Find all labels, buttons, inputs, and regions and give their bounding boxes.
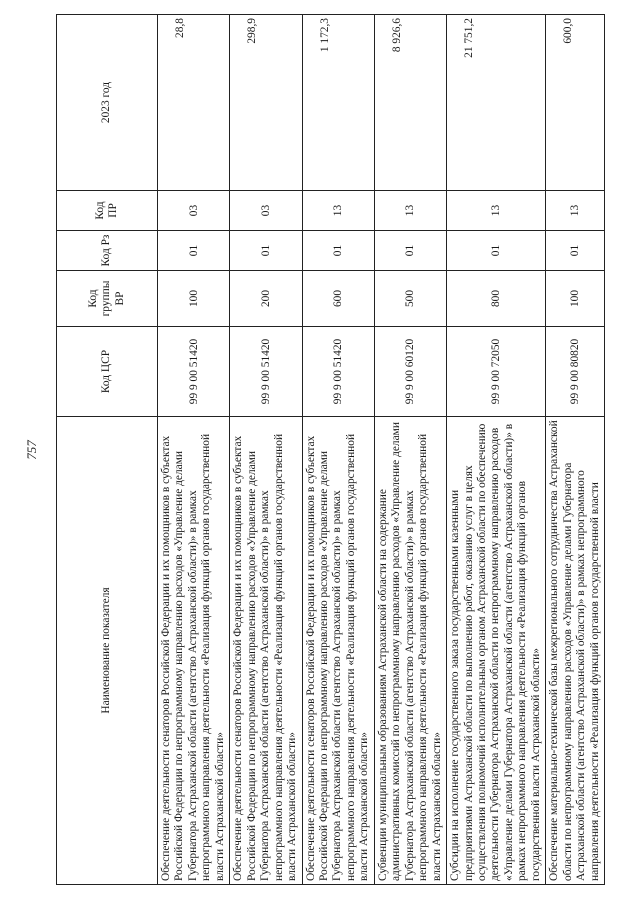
row-csr: 99 9 00 72050 (447, 327, 546, 417)
row-rz: 01 (302, 231, 374, 271)
budget-table (56, 14, 605, 885)
row-vr: 100 (158, 271, 230, 327)
row-pr: 03 (230, 191, 302, 231)
row-amount: 8 926,6 (374, 15, 446, 191)
header-vr: Код группы ВР (57, 271, 158, 327)
row-amount: 21 751,2 (447, 15, 546, 191)
row-vr: 600 (302, 271, 374, 327)
header-csr: Код ЦСР (57, 327, 158, 417)
row-amount: 1 172,3 (302, 15, 374, 191)
row-pr: 13 (302, 191, 374, 231)
table-header-row (57, 15, 158, 885)
row-amount: 298,9 (230, 15, 302, 191)
row-name: Обеспечение деятельности сенаторов Российской Федерации и их помощников в субъектах Российской Федерации по непрограммному направлению расходов «Управление делами Губернатора Астраханской области (агентство Астраханской области)» в рамках непрограммного направления деятельности «Реализация функций органов государственной власти Астраханской области» (302, 417, 374, 885)
header-rz: Код Рз (57, 231, 158, 271)
row-vr: 800 (447, 271, 546, 327)
row-rz: 01 (546, 231, 605, 271)
row-amount: 600,0 (546, 15, 605, 191)
table-row (158, 15, 230, 885)
row-amount: 28,8 (158, 15, 230, 191)
row-csr: 99 9 00 51420 (230, 327, 302, 417)
row-name: Субвенции муниципальным образованиям Астраханской области на содержание административных комиссий по непрограммному направлению расходов «Управление делами Губернатора Астраханской области (агентство Астраханской области)» в рамках непрограммного направления деятельности «Реализация функций органов государственной власти Астраханской области» (374, 417, 446, 885)
row-name: Обеспечение материально-технической базы межрегионального сотрудничества Астраханской области по непрограммному направлению расходов «Управление делами Губернатора Астраханской области (агентство Астраханской области)» в рамках непрограммного направления деятельности «Реализация функций органов государственной власти (546, 417, 605, 885)
row-csr: 99 9 00 80820 (546, 327, 605, 417)
header-pr: Код ПР (57, 191, 158, 231)
table-row (546, 15, 605, 885)
header-year: 2023 год (57, 15, 158, 191)
row-name: Обеспечение деятельности сенаторов Российской Федерации и их помощников в субъектах Российской Федерации по непрограммному направлению расходов «Управление делами Губернатора Астраханской области (агентство Астраханской области)» в рамках непрограммного направления деятельности «Реализация функций органов государственной власти Астраханской области» (230, 417, 302, 885)
header-name: Наименование показателя (57, 417, 158, 885)
row-rz: 01 (230, 231, 302, 271)
page-number: 757 (24, 440, 39, 460)
row-rz: 01 (158, 231, 230, 271)
table-row (302, 15, 374, 885)
row-name: Субсидии на исполнение государственного заказа государственными казенными предприятиями Астраханской области по выполнению работ, оказанию услуг в целях осуществления полномочий исполнительным органом Астраханской области по обеспечению деятельности Губернатора Астраханской области по непрограммному направлению расходов «Управление делами Губернатора Астраханской области (агентство Астраханской области)» в рамках непрограммного направления деятельности «Реализация функций органов государственной власти Астраханской области» (447, 417, 546, 885)
row-name: Обеспечение деятельности сенаторов Российской Федерации и их помощников в субъектах Российской Федерации по непрограммному направлению расходов «Управление делами Губернатора Астраханской области (агентство Астраханской области)» в рамках непрограммного направления деятельности «Реализация функций органов государственной власти Астраханской области» (158, 417, 230, 885)
row-rz: 01 (447, 231, 546, 271)
row-pr: 13 (546, 191, 605, 231)
row-vr: 200 (230, 271, 302, 327)
row-csr: 99 9 00 51420 (158, 327, 230, 417)
row-vr: 100 (546, 271, 605, 327)
table-row (447, 15, 546, 885)
row-csr: 99 9 00 60120 (374, 327, 446, 417)
row-pr: 13 (374, 191, 446, 231)
table-row (230, 15, 302, 885)
row-pr: 13 (447, 191, 546, 231)
rotated-page (20, 15, 610, 885)
row-vr: 500 (374, 271, 446, 327)
table-row (374, 15, 446, 885)
row-pr: 03 (158, 191, 230, 231)
row-csr: 99 9 00 51420 (302, 327, 374, 417)
row-rz: 01 (374, 231, 446, 271)
